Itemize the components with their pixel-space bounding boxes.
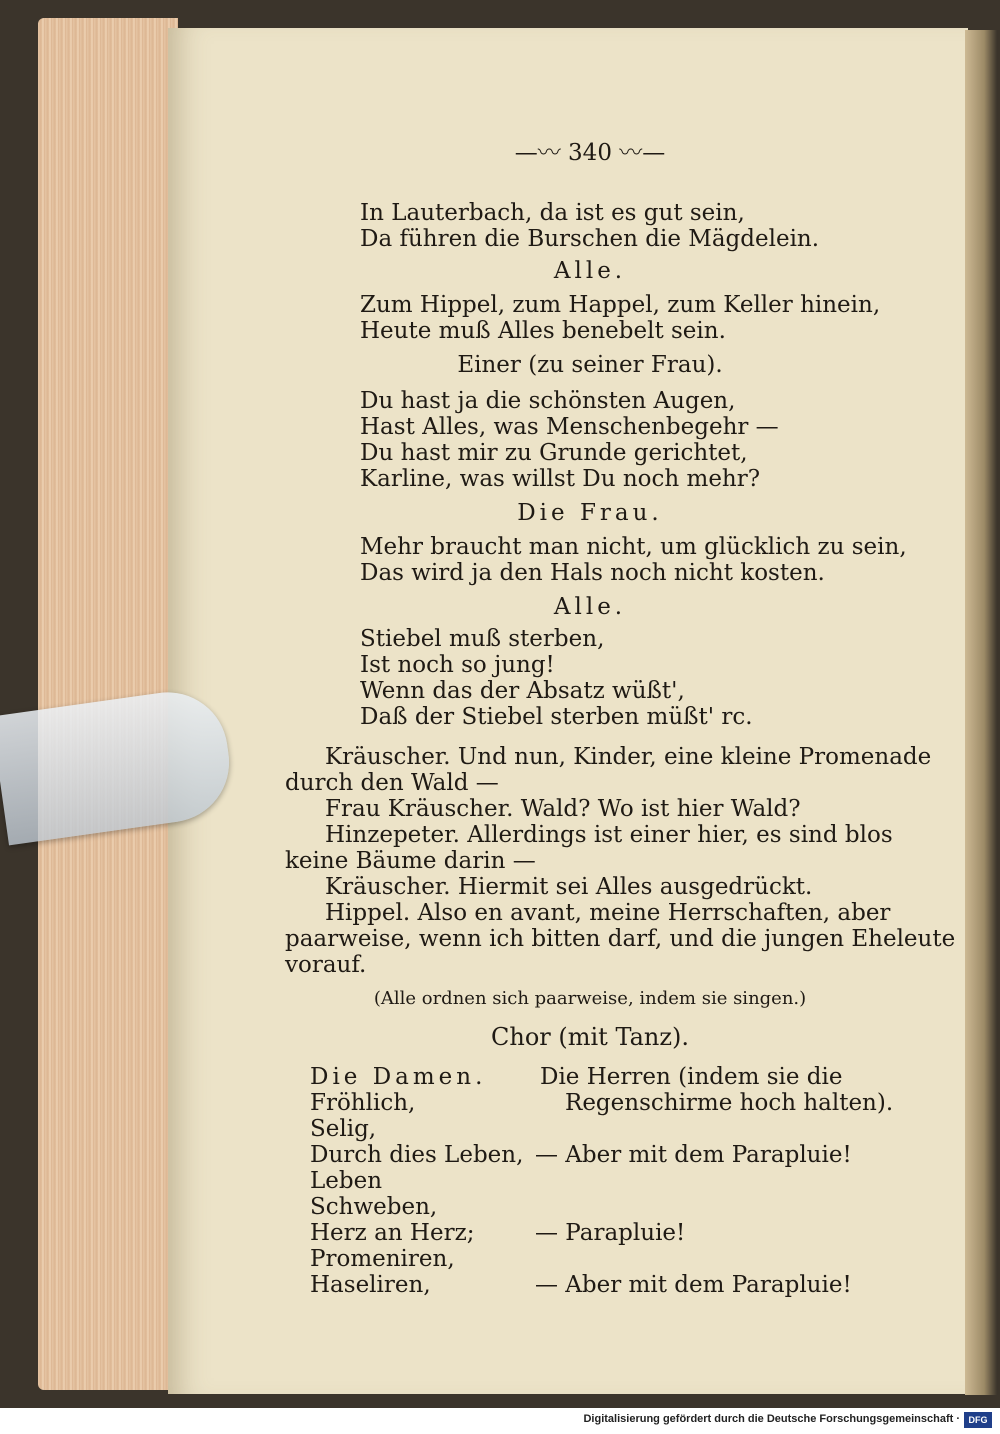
speaker-heading: Alle. [553, 258, 627, 284]
stage-direction: (Alle ordnen sich paarweise, indem sie singen.) [373, 988, 807, 1009]
footer-bar [0, 1408, 1000, 1434]
verse-line: Daß der Stiebel sterben müßt' rc. [360, 704, 753, 730]
book-gutter [965, 30, 997, 1395]
dialogue-line: Hinzepeter. Allerdings ist einer hier, es sind blos [325, 822, 893, 848]
section-heading: Chor (mit Tanz). [491, 1023, 689, 1051]
chorus-left: Haseliren, [310, 1272, 431, 1298]
dialogue-line: Hippel. Also en avant, meine Herrschaften, aber [325, 900, 891, 926]
chorus-left: Schweben, [310, 1194, 438, 1220]
verse-line: Hast Alles, was Menschenbegehr — [360, 414, 779, 440]
chorus-left: Die Damen. [310, 1064, 487, 1090]
chorus-right: — Aber mit dem Parapluie! [535, 1142, 852, 1168]
page-number: —〰 340 〰— [514, 140, 666, 166]
dialogue-line: Frau Kräuscher. Wald? Wo ist hier Wald? [325, 796, 801, 822]
chorus-left: Fröhlich, [310, 1090, 416, 1116]
verse-line: In Lauterbach, da ist es gut sein, [360, 200, 745, 226]
chorus-left: Promeniren, [310, 1246, 455, 1272]
verse-line: Du hast ja die schönsten Augen, [360, 388, 736, 414]
chorus-left: Herz an Herz; [310, 1220, 475, 1246]
dfg-logo-icon: DFG [964, 1412, 992, 1428]
verse-line: Zum Hippel, zum Happel, zum Keller hinein, [360, 292, 881, 318]
chorus-left: Selig, [310, 1116, 377, 1142]
verse-line: Da führen die Burschen die Mägdelein. [360, 226, 820, 252]
speaker-heading: Die Frau. [517, 500, 663, 526]
verse-line: Das wird ja den Hals noch nicht kosten. [360, 560, 825, 586]
speaker-heading: Alle. [553, 594, 627, 620]
chorus-right: Regenschirme hoch halten). [565, 1090, 894, 1116]
footer-credit: Digitalisierung gefördert durch die Deutsche Forschungsgemeinschaft · [583, 1413, 960, 1425]
verse-line: Wenn das der Absatz wüßt', [360, 678, 685, 704]
speaker-heading: Einer (zu seiner Frau). [457, 352, 723, 378]
chorus-left: Durch dies Leben, [310, 1142, 524, 1168]
chorus-right: — Parapluie! [535, 1220, 686, 1246]
chorus-left: Leben [310, 1168, 383, 1194]
chorus-right: Die Herren (indem sie die [540, 1064, 843, 1090]
verse-line: Karline, was willst Du noch mehr? [360, 466, 761, 492]
verse-line: Ist noch so jung! [360, 652, 555, 678]
chorus-right: — Aber mit dem Parapluie! [535, 1272, 852, 1298]
verse-line: Du hast mir zu Grunde gerichtet, [360, 440, 748, 466]
verse-line: Stiebel muß sterben, [360, 626, 605, 652]
dialogue-line: durch den Wald — [285, 770, 499, 796]
dialogue-line: paarweise, wenn ich bitten darf, und die jungen Eheleute [285, 926, 956, 952]
dialogue-line: keine Bäume darin — [285, 848, 536, 874]
verse-line: Mehr braucht man nicht, um glücklich zu sein, [360, 534, 907, 560]
page-content [285, 140, 956, 1320]
dialogue-line: Kräuscher. Und nun, Kinder, eine kleine Promenade [325, 744, 932, 770]
verse-line: Heute muß Alles benebelt sein. [360, 318, 726, 344]
dialogue-line: Kräuscher. Hiermit sei Alles ausgedrückt. [325, 874, 813, 900]
dialogue-line: vorauf. [285, 952, 367, 978]
